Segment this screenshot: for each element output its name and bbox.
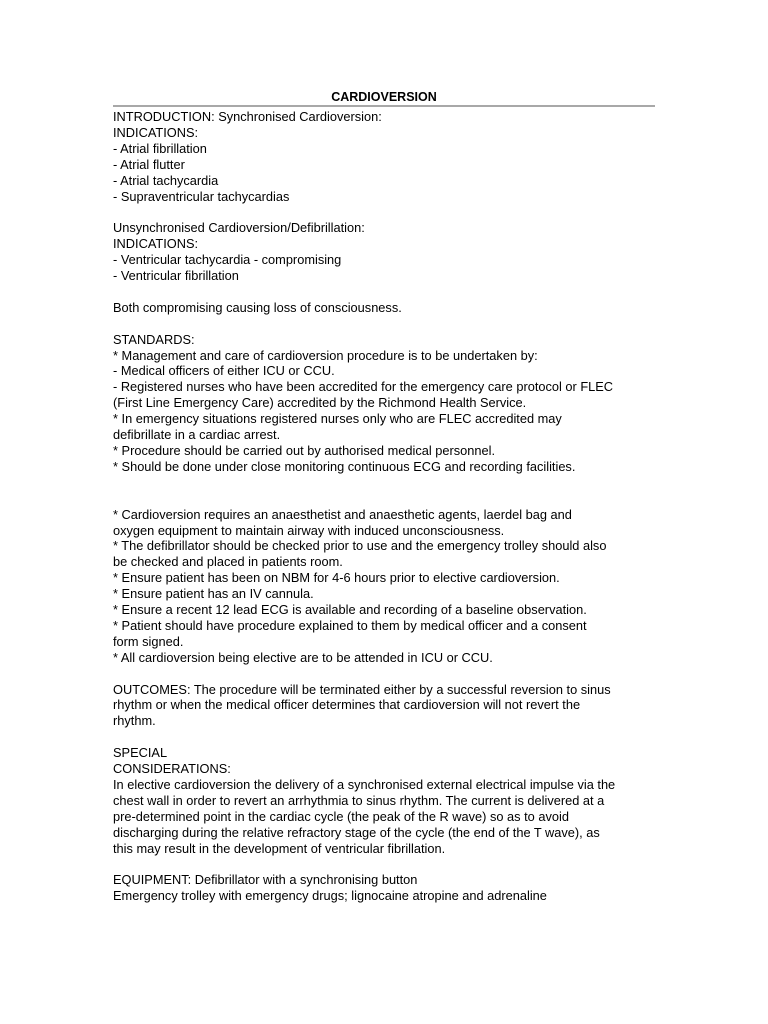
paragraph-gap: [113, 857, 659, 873]
text-line: - Ventricular fibrillation: [113, 268, 239, 284]
text-line: STANDARDS:: [113, 331, 195, 347]
text-line: * Ensure a recent 12 lead ECG is available and recording of a baseline observation.: [113, 602, 587, 618]
section-requirements: [113, 507, 659, 666]
section-standards: [113, 332, 659, 475]
text-line: form signed.: [113, 633, 184, 649]
text-line: be checked and placed in patients room.: [113, 554, 343, 570]
title-divider: [113, 105, 655, 107]
text-line: this may result in the development of ventricular fibrillation.: [113, 840, 446, 856]
text-line: - Atrial flutter: [113, 156, 185, 172]
text-line: OUTCOMES: The procedure will be terminated either by a successful reversion to sinus: [113, 681, 611, 697]
text-line: * Procedure should be carried out by authorised medical personnel.: [113, 442, 496, 458]
text-line: * Cardioversion requires an anaesthetist and anaesthetic agents, laerdel bag and: [113, 506, 572, 522]
text-line: - Registered nurses who have been accredited for the emergency care protocol or FLEC: [113, 379, 614, 395]
text-line: INTRODUCTION: Synchronised Cardioversion:: [113, 109, 382, 124]
text-line: discharging during the relative refractory stage of the cycle (the end of the T wave), as: [113, 824, 600, 840]
section-outcomes: [113, 682, 659, 730]
paragraph-gap: [113, 284, 659, 300]
paragraph-gap: [113, 316, 659, 332]
text-line: INDICATIONS:: [113, 124, 199, 140]
text-line: rhythm.: [113, 713, 156, 729]
section-introduction: [113, 109, 659, 204]
text-line: CONSIDERATIONS:: [113, 761, 231, 777]
text-line: rhythm or when the medical officer determines that cardioversion will not revert the: [113, 697, 581, 713]
section-both-compromising: [113, 300, 659, 316]
text-line: SPECIAL: [113, 745, 168, 761]
text-line: INDICATIONS:: [113, 236, 199, 252]
paragraph-gap: [113, 475, 659, 507]
text-line: - Atrial tachycardia: [113, 172, 219, 188]
text-line: - Supraventricular tachycardias: [113, 188, 290, 204]
text-line: (First Line Emergency Care) accredited by the Richmond Health Service.: [113, 395, 527, 411]
text-line: * The defibrillator should be checked prior to use and the emergency trolley should also: [113, 538, 607, 554]
text-line: oxygen equipment to maintain airway with induced unconsciousness.: [113, 522, 505, 538]
section-equipment: [113, 872, 659, 904]
text-line: * Ensure patient has been on NBM for 4-6 hours prior to elective cardioversion.: [113, 570, 560, 586]
paragraph-gap: [113, 729, 659, 745]
text-line: - Medical officers of either ICU or CCU.: [113, 363, 335, 379]
document-body: [113, 109, 659, 904]
text-line: * Ensure patient has an IV cannula.: [113, 586, 314, 602]
text-line: pre-determined point in the cardiac cycle (the peak of the R wave) so as to avoid: [113, 808, 569, 824]
text-line: * Patient should have procedure explained to them by medical officer and a consent: [113, 617, 587, 633]
paragraph-gap: [113, 204, 659, 220]
text-line: Unsynchronised Cardioversion/Defibrillation:: [113, 220, 365, 236]
text-line: - Atrial fibrillation: [113, 140, 207, 156]
text-line: Both compromising causing loss of consciousness.: [113, 299, 402, 315]
section-special-considerations: [113, 745, 659, 856]
text-line: * Should be done under close monitoring continuous ECG and recording facilities.: [113, 458, 576, 474]
text-line: EQUIPMENT: Defibrillator with a synchronising button: [113, 872, 418, 888]
text-line: * Management and care of cardioversion procedure is to be undertaken by:: [113, 347, 538, 363]
text-line: - Ventricular tachycardia - compromising: [113, 252, 342, 268]
text-line: * All cardioversion being elective are to be attended in ICU or CCU.: [113, 649, 493, 665]
section-unsynchronised: [113, 220, 659, 284]
text-line: Emergency trolley with emergency drugs; lignocaine atropine and adrenaline: [113, 888, 547, 904]
document-title: CARDIOVERSION: [331, 90, 437, 104]
text-line: * In emergency situations registered nurses only who are FLEC accredited may: [113, 411, 562, 427]
text-line: defibrillate in a cardiac arrest.: [113, 427, 281, 443]
paragraph-gap: [113, 666, 659, 682]
text-line: In elective cardioversion the delivery of a synchronised external electrical impulse via the: [113, 776, 616, 792]
text-line: chest wall in order to revert an arrhythmia to sinus rhythm. The current is delivered at a: [113, 792, 605, 808]
